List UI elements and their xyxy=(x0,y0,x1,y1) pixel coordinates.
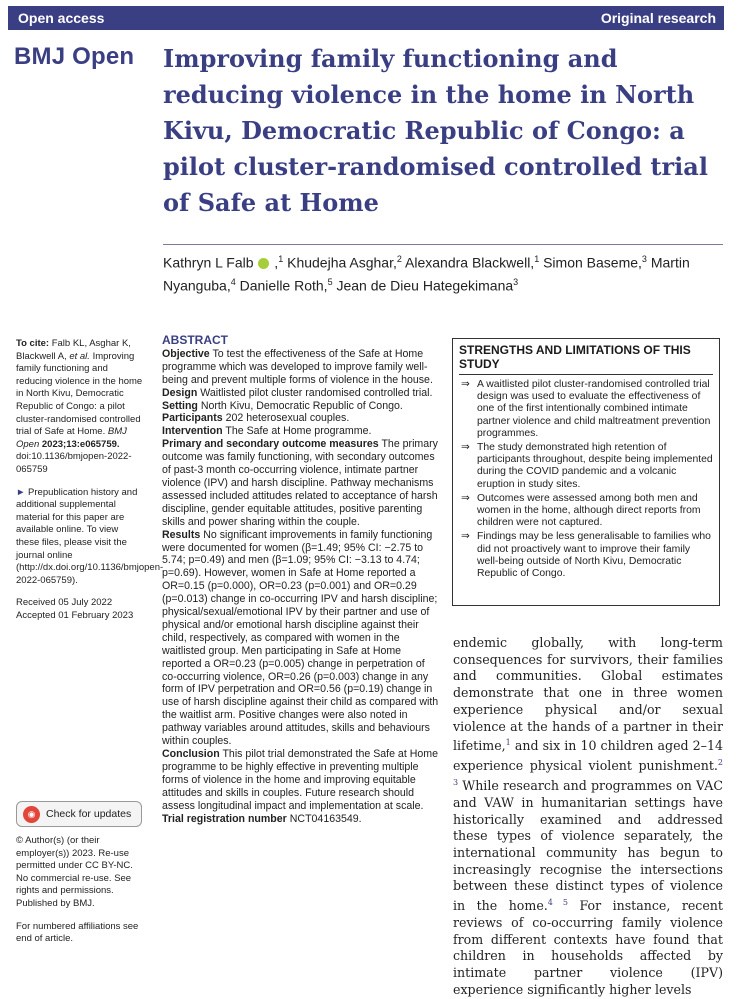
copyright-note: © Author(s) (or their employer(s)) 2023. Re-use permitted under CC BY-NC. No commercial re-use. See rights and permissions. Published by BMJ. xyxy=(16,835,133,909)
author-name[interactable]: Jean de Dieu Hategekimana xyxy=(336,277,514,294)
author-name[interactable]: Martin Nyanguba, xyxy=(163,254,690,294)
reference-link[interactable]: 4 5 xyxy=(547,898,568,908)
abstract-outcomes: Primary and secondary outcome measures The primary outcome was family functioning, with secondary outcomes of past-3 month co-occurring violence, intimate partner violence (IPV) and harsh discipline. Pathway mechanisms assessed included attitudes related to acceptance of harsh discipline, gender equitable attitudes, positive parenting skills and power sharing within the couple. xyxy=(162,438,438,528)
prepublication-text[interactable]: Prepublication history and additional supplemental material for this paper are available online. To view these files, please visit the journal online (http://dx.doi.org/10.1136/bmjopen-2022-065759). xyxy=(16,486,164,586)
author-name[interactable]: Alexandra Blackwell, xyxy=(405,254,535,271)
body-text-column xyxy=(453,635,723,999)
list-item: ⇒ The study demonstrated high retention of participants throughout, despite being implemented during the COVID pandemic and a volcanic eruption in study sites. xyxy=(461,442,713,490)
abstract-trial-registration: Trial registration number NCT04163549. xyxy=(162,812,362,825)
copyright-sidebar xyxy=(16,835,146,956)
title-divider xyxy=(163,244,723,245)
list-item: ⇒ Outcomes were assessed among both men and women in the home, although direct reports from children were not captured. xyxy=(461,492,701,529)
arrow-bullet-icon: ⇒ xyxy=(461,379,470,390)
strengths-heading: STRENGTHS AND LIMITATIONS OF THIS STUDY xyxy=(459,343,713,375)
abstract-objective: Objective To test the effectiveness of the Safe at Home programme which was developed to improve family well-being and prevent multiple forms of violence in the house. xyxy=(162,347,433,386)
author-name[interactable]: Simon Baseme, xyxy=(543,254,642,271)
author-list: Kathryn L Falb ,$^1$ Khudejha Asghar,$^2$ Alexandra Blackwell,$^1$ Simon Baseme,$^3$ Martin Nyanguba,$^4$ Danielle Roth,$^5$ Jean de Dieu Hategekimana$^3$ xyxy=(163,254,690,294)
abstract-intervention: Intervention The Safe at Home programme. xyxy=(162,425,372,438)
received-date: Received 05 July 2022 xyxy=(16,597,113,609)
open-access-label: Open access xyxy=(18,10,105,26)
check-updates-label: Check for updates xyxy=(46,808,132,820)
author-name[interactable]: Khudejha Asghar, xyxy=(287,254,397,271)
abstract-conclusion: Conclusion This pilot trial demonstrated the Safe at Home programme to be highly effective in preventing multiple forms of violence in the home and improving equitable attitudes and skills in couples. Future research should assess longitudinal impact and implementation at scale. xyxy=(162,748,438,812)
abstract-section xyxy=(162,334,440,825)
list-item: ⇒ Findings may be less generalisable to families who did not proactively want to improve their family well-being outside of North Kivu, Democratic Republic of Congo. xyxy=(461,531,711,580)
affiliation-ref: 3 xyxy=(641,254,647,264)
citation-sidebar xyxy=(16,338,164,632)
citation-block xyxy=(16,338,144,477)
abstract-participants: Participants 202 heterosexual couples. xyxy=(162,412,350,425)
affiliation-ref: 1 xyxy=(278,254,284,264)
abstract-heading: ABSTRACT xyxy=(162,333,228,347)
arrow-bullet-icon: ⇒ xyxy=(461,492,470,504)
arrow-bullet-icon: ⇒ xyxy=(461,442,470,454)
crossmark-icon: ◉ xyxy=(23,806,40,823)
affiliation-ref: 5 xyxy=(327,276,333,287)
abstract-setting: Setting North Kivu, Democratic Republic of Congo. xyxy=(162,399,403,412)
journal-logo[interactable]: BMJ Open xyxy=(14,43,135,70)
affiliation-ref: 3 xyxy=(513,276,519,287)
cite-volume: 2023;13:e065759. xyxy=(41,438,120,450)
strengths-list xyxy=(459,379,713,580)
reference-link[interactable]: 2 3 xyxy=(453,758,723,787)
affiliations-note: For numbered affiliations see end of article. xyxy=(16,920,139,945)
cite-journal: BMJ Open xyxy=(16,426,127,450)
reference-link[interactable]: 1 xyxy=(505,738,511,748)
list-item: ⇒ A waitlisted pilot cluster-randomised controlled trial design was used to evaluate the effectiveness of one of the first intentionally combined intimate partner violence and child maltreatment prevention programmes. xyxy=(461,379,711,439)
accepted-date: Accepted 01 February 2023 xyxy=(16,609,134,621)
article-title: Improving family functioning and reducing violence in the home in North Kivu, Democratic Republic of Congo: a pilot cluster-randomised controlled trial of Safe at Home xyxy=(163,44,708,217)
arrow-bullet-icon: ⇒ xyxy=(461,531,470,543)
cite-label: To cite: xyxy=(16,338,50,349)
triangle-bullet-icon: ► xyxy=(16,486,26,498)
cite-title: Improving family functioning and reducing violence in the home in North Kivu, Democratic Republic of Congo: a pilot cluster-randomised controlled trial of Safe at Home. xyxy=(16,350,143,438)
orcid-icon[interactable] xyxy=(258,258,269,269)
cite-authors: Falb KL, Asghar K, Blackwell A, xyxy=(16,338,131,362)
author-name[interactable]: Kathryn L Falb xyxy=(163,254,254,271)
article-type-label: Original research xyxy=(600,10,716,26)
top-banner xyxy=(8,6,724,30)
body-paragraph: endemic globally, with long-term consequences for survivors, their families and communities. Global estimates demonstrate that one in three women experience physical and/or sexual violence at the hands of a partner in their lifetime,$^1$ and six in 10 children aged 2–14 experience physical violent punishment.$^{2 3}$ While research and programmes on VAC and VAW in humanitarian settings have historically examined and addressed these types of violence separately, the international community has begun to increasingly recognise the intersections between these distinct types of violence in the home.$^{4 5}$ For instance, recent reviews of co-occurring family violence from different contexts have found that children in households affected by intimate partner violence (IPV) experience significantly higher levels xyxy=(453,635,723,997)
cite-etal: et al. xyxy=(69,350,90,362)
strengths-limitations-box xyxy=(452,338,720,606)
author-name[interactable]: Danielle Roth, xyxy=(239,277,328,294)
affiliation-ref: 1 xyxy=(534,254,540,264)
dates xyxy=(16,597,144,622)
abstract-design: Design Waitlisted pilot cluster randomised controlled trial. xyxy=(162,386,433,399)
check-updates-button[interactable] xyxy=(16,801,142,827)
cite-doi[interactable]: doi:10.1136/bmjopen-2022-065759 xyxy=(16,451,132,475)
affiliation-ref: 4 xyxy=(230,276,236,287)
abstract-results: Results No significant improvements in family functioning were documented for women (β=1.49; 95% CI: −2.75 to 5.74; p=0.49) and men (β=1.09; 95% CI: −3.13 to 4.74; p=0.69). However, women in Safe at Home reported a OR=0.15 (p=0.000), OR=0.23 (p=0.001) and OR=0.29 (p=0.013) change in co-occurring IPV and harsh discipline; physical/sexual/emotional IPV by their partner and use of physical and/or emotional harsh discipline against their child, respectively, as compared with women in the waitlisted group. Men participating in Safe at Home reported a OR=0.23 (p=0.005) change in perpetration of co-occurring violence, OR=0.26 (p=0.003) change in any form of IPV perpetration and OR=0.56 (p=0.19) change in use of harsh discipline against their child as compared with the waitlist arm. Positive changes were also noted in pathway variables around attitudes, skills and behaviours within couples. xyxy=(162,528,439,748)
prepublication-note xyxy=(16,486,164,588)
affiliation-ref: 2 xyxy=(396,254,402,264)
